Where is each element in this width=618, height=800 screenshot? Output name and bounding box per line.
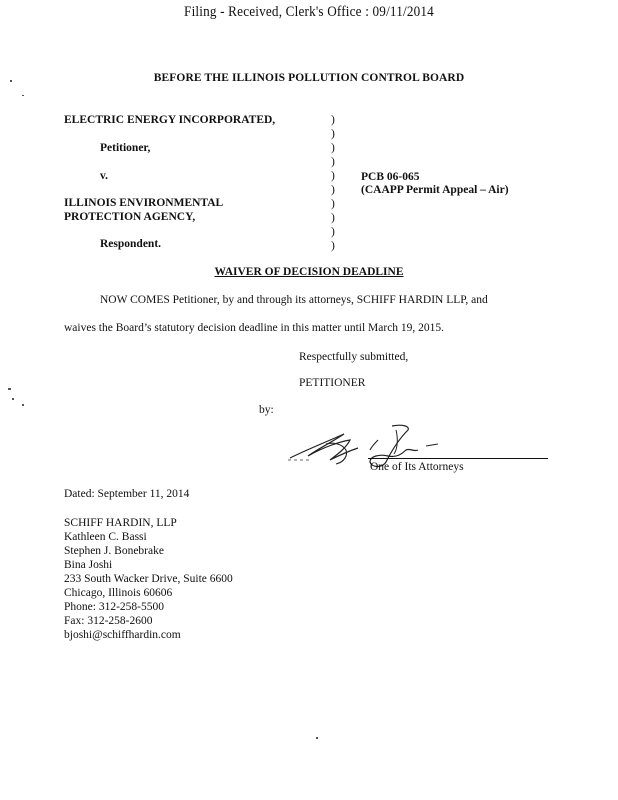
document-title: WAIVER OF DECISION DEADLINE [214,266,404,278]
scan-speck [316,737,318,739]
body-line-2: waives the Board’s statutory decision deadline in this matter until March 19, 2015. [64,322,445,334]
date-line: Dated: September 11, 2014 [64,488,190,500]
versus: v. [100,170,108,182]
attorney-name: Bina Joshi [64,559,113,571]
case-number: PCB 06-065 [361,171,420,183]
signature-caption: One of Its Attorneys [370,461,464,473]
caption-paren: ) [331,198,335,210]
caption-paren: ) [331,184,335,196]
respondent-name-line1: ILLINOIS ENVIRONMENTAL [64,197,224,209]
firm-name: SCHIFF HARDIN, LLP [64,517,177,529]
scan-speck [22,404,24,406]
scan-speck [12,398,14,400]
body-line-1: NOW COMES Petitioner, by and through its attorneys, SCHIFF HARDIN LLP, and [100,294,488,306]
caption-paren: ) [331,240,335,252]
petitioner-role: Petitioner, [100,142,151,154]
caption-paren: ) [331,156,335,168]
scan-speck [8,388,11,390]
respondent-role: Respondent. [100,238,162,250]
closing: Respectfully submitted, [299,351,409,363]
party-label: PETITIONER [299,377,366,389]
respondent-name-line2: PROTECTION AGENCY, [64,211,196,223]
attorney-name: Kathleen C. Bassi [64,531,147,543]
scan-speck [10,80,12,82]
attorney-name: Stephen J. Bonebrake [64,545,164,557]
caption-paren: ) [331,170,335,182]
caption-paren: ) [331,226,335,238]
case-type: (CAAPP Permit Appeal – Air) [361,184,509,196]
caption-paren: ) [331,114,335,126]
caption-paren: ) [331,128,335,140]
by-label: by: [259,404,274,416]
caption-paren: ) [331,212,335,224]
petitioner-name: ELECTRIC ENERGY INCORPORATED, [64,114,276,126]
caption-paren: ) [331,142,335,154]
firm-phone: Phone: 312-258-5500 [64,601,164,613]
board-title: BEFORE THE ILLINOIS POLLUTION CONTROL BOARD [153,72,465,84]
filing-stamp: Filing - Received, Clerk's Office : 09/11/2014 [184,4,434,20]
firm-fax: Fax: 312-258-2600 [64,615,153,627]
signature-line [368,458,548,459]
scan-speck [22,95,24,96]
firm-address-line2: Chicago, Illinois 60606 [64,587,173,599]
firm-address-line1: 233 South Wacker Drive, Suite 6600 [64,573,233,585]
firm-email: bjoshi@schiffhardin.com [64,629,181,641]
